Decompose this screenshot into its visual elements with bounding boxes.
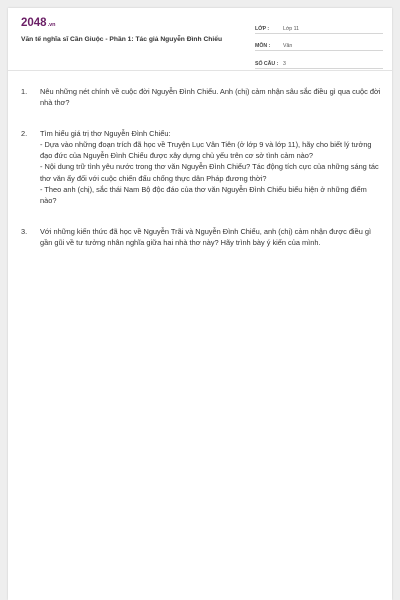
question-body xyxy=(40,86,381,108)
logo-text: 2048 xyxy=(21,17,47,29)
meta-row-question-count xyxy=(255,53,383,69)
question-subitem: - Nội dung trữ tình yêu nước trong thơ văn Nguyễn Đình Chiểu? Tác động tích cực của những sáng tác thơ văn ấy đối với cuộc chiến đấu chống thực dân Pháp đương thời? xyxy=(40,162,379,183)
meta-label-class: LỚP : xyxy=(255,25,270,32)
question-text: Tìm hiểu giá trị thơ Nguyễn Đình Chiểu: xyxy=(40,129,171,139)
question-number: 3. xyxy=(21,226,28,236)
meta-value-subject: Văn xyxy=(283,43,293,49)
question-subitem: - Dựa vào những đoạn trích đã học về Truyện Lục Vân Tiên (ở lớp 9 và lớp 11), hãy cho biết lý tưởng đạo đức của Nguyễn Đình Chiểu được xây dựng chủ yếu trên cơ sở tình cảm nào? xyxy=(40,140,372,161)
worksheet-header xyxy=(8,8,392,71)
meta-value-question-count: 3 xyxy=(283,60,286,67)
worksheet-title: Văn tế nghĩa sĩ Cần Giuộc - Phần 1: Tác giả Nguyễn Đình Chiểu xyxy=(21,36,223,43)
question-body xyxy=(40,226,381,248)
meta-label-question-count: SỐ CÂU : xyxy=(255,60,279,67)
meta-label-subject: MÔN : xyxy=(255,43,271,49)
question-subitem: - Theo anh (chị), sắc thái Nam Bộ độc đáo của thơ văn Nguyễn Đình Chiểu biểu hiện ở những điểm nào? xyxy=(40,184,367,205)
question-item xyxy=(21,86,381,108)
meta-row-class xyxy=(255,18,383,34)
logo-tld: .vn xyxy=(47,22,56,28)
question-number: 1. xyxy=(21,87,28,96)
question-text: Với những kiến thức đã học về Nguyễn Trãi và Nguyễn Đình Chiểu, anh (chị) cảm nhận được điều gì gần gũi về tư tưởng nhân nghĩa giữa hai nhà thơ này? Hãy trình bày ý kiến của mình. xyxy=(40,226,372,247)
meta-row-subject xyxy=(255,36,383,52)
worksheet-page xyxy=(8,8,392,600)
question-list xyxy=(21,86,381,268)
site-logo[interactable] xyxy=(21,17,56,29)
question-text: Nêu những nét chính về cuộc đời Nguyễn Đình Chiểu. Anh (chị) cảm nhận sâu sắc điều gì qua cuộc đời nhà thơ? xyxy=(40,87,381,108)
meta-value-class: Lớp 11 xyxy=(283,25,299,32)
question-body xyxy=(40,128,381,206)
question-number: 2. xyxy=(21,129,28,139)
question-item xyxy=(21,226,381,248)
question-item xyxy=(21,128,381,206)
worksheet-meta xyxy=(255,18,383,71)
